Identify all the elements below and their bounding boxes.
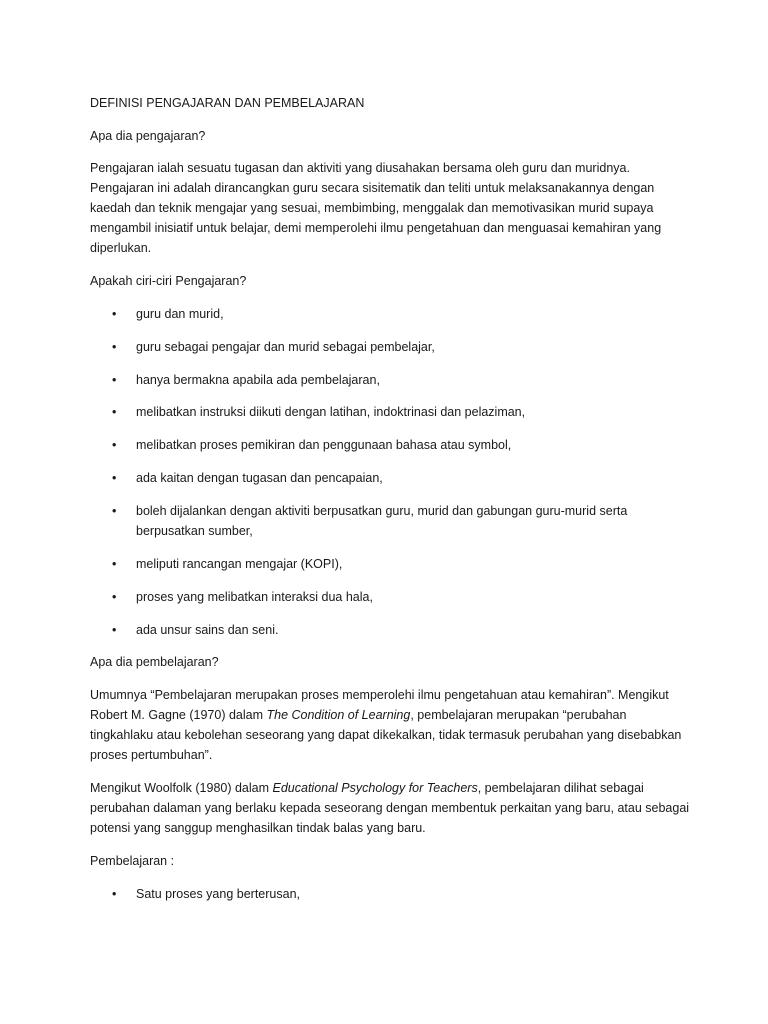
heading-pembelajaran: Pembelajaran : xyxy=(90,854,175,868)
list-item: • melibatkan instruksi diikuti dengan latihan, indoktrinasi dan pelaziman, xyxy=(112,402,652,422)
book-title: Educational Psychology for Teachers xyxy=(272,781,478,795)
bullet-icon: • xyxy=(112,405,117,419)
question-ciri-pengajaran: Apakah ciri-ciri Pengajaran? xyxy=(90,274,247,288)
bullet-icon: • xyxy=(112,504,117,518)
bullet-icon: • xyxy=(112,471,117,485)
bullet-icon: • xyxy=(112,590,117,604)
list-item: • guru dan murid, xyxy=(112,304,652,324)
list-item: • meliputi rancangan mengajar (KOPI), xyxy=(112,554,652,574)
list-item: • guru sebagai pengajar dan murid sebagai pembelajar, xyxy=(112,337,652,357)
document-title: DEFINISI PENGAJARAN DAN PEMBELAJARAN xyxy=(90,96,365,110)
bullet-icon: • xyxy=(112,623,117,637)
bullet-icon: • xyxy=(112,373,117,387)
list-item: • Satu proses yang berterusan, xyxy=(112,884,652,904)
question-pengajaran: Apa dia pengajaran? xyxy=(90,129,206,143)
bullet-icon: • xyxy=(112,557,117,571)
bullet-icon: • xyxy=(112,307,117,321)
bullet-icon: • xyxy=(112,887,117,901)
list-item: • hanya bermakna apabila ada pembelajaran, xyxy=(112,370,652,390)
list-item: • ada unsur sains dan seni. xyxy=(112,620,652,640)
list-item: • melibatkan proses pemikiran dan penggunaan bahasa atau symbol, xyxy=(112,435,652,455)
list-item: • proses yang melibatkan interaksi dua hala, xyxy=(112,587,652,607)
paragraph-definisi-pengajaran: Pengajaran ialah sesuatu tugasan dan aktiviti yang diusahakan bersama oleh guru dan muridnya. Pengajaran ini adalah dirancangkan guru secara sisitematik dan teliti untuk melaksanakannya dengan kaedah dan teknik mengajar yang sesuai, membimbing, menggalak dan memotivasikan murid supaya mengambil inisiatif untuk belajar, demi memperolehi ilmu pengetahuan dan menguasai kemahiran yang diperlukan. xyxy=(90,161,662,255)
bullet-icon: • xyxy=(112,340,117,354)
list-item: • boleh dijalankan dengan aktiviti berpusatkan guru, murid dan gabungan guru-murid serta berpusatkan sumber, xyxy=(112,501,652,541)
paragraph-woolfolk: Mengikut Woolfolk (1980) dalam Educational Psychology for Teachers, pembelajaran dilihat sebagai perubahan dalaman yang berlaku kepada seseorang dengan membentuk perkaitan yang baru, atau sebagai potensi yang sanggup menghasilkan tindak balas yang baru. xyxy=(90,781,690,835)
question-pembelajaran: Apa dia pembelajaran? xyxy=(90,655,219,669)
bullet-icon: • xyxy=(112,438,117,452)
list-item: • ada kaitan dengan tugasan dan pencapaian, xyxy=(112,468,652,488)
paragraph-gagne: Umumnya “Pembelajaran merupakan proses memperolehi ilmu pengetahuan atau kemahiran”. Mengikut Robert M. Gagne (1970) dalam The Condition of Learning, pembelajaran merupakan “perubahan tingkahlaku atau kebolehan seseorang yang dapat dikekalkan, tidak termasuk perubahan yang disebabkan proses pertumbuhan”. xyxy=(90,688,682,762)
book-title: The Condition of Learning xyxy=(266,708,411,722)
